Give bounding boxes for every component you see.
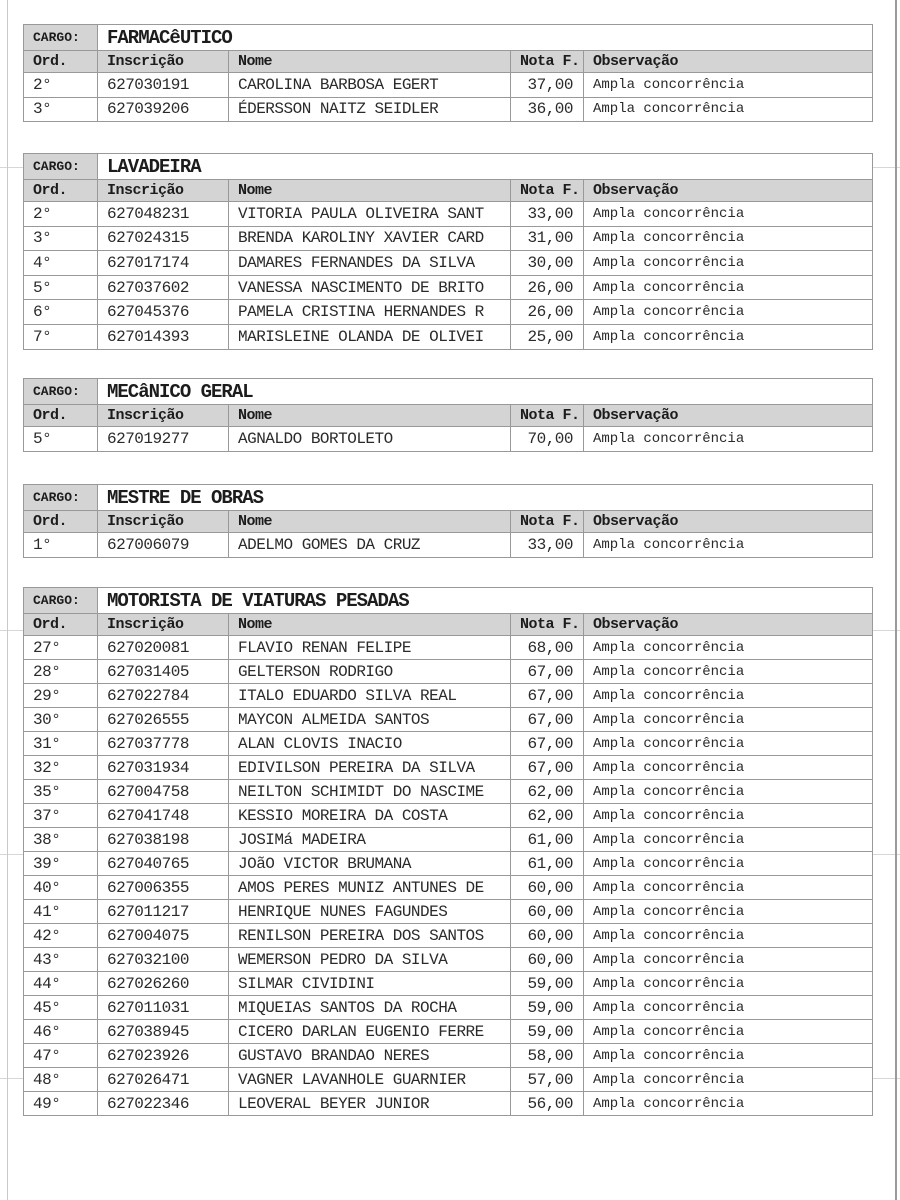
table-row	[24, 972, 873, 996]
cell-ord: 27°	[24, 636, 98, 660]
cell-obs: Ampla concorrência	[584, 1044, 873, 1068]
cell-ord: 48°	[24, 1068, 98, 1092]
cargo-label: CARGO:	[24, 25, 98, 51]
cargo-header-row	[24, 25, 873, 51]
cell-ord: 3°	[24, 226, 98, 251]
cell-obs: Ampla concorrência	[584, 1020, 873, 1044]
cell-nota: 60,00	[511, 900, 584, 924]
cell-nome: WEMERSON PEDRO DA SILVA	[229, 948, 511, 972]
cell-obs: Ampla concorrência	[584, 226, 873, 251]
column-header-row	[24, 405, 873, 427]
cell-inscricao: 627020081	[98, 636, 229, 660]
cargo-title: MOTORISTA DE VIATURAS PESADAS	[98, 588, 873, 614]
cell-ord: 28°	[24, 660, 98, 684]
cell-ord: 3°	[24, 97, 98, 122]
cell-nome: SILMAR CIVIDINI	[229, 972, 511, 996]
cell-ord: 38°	[24, 828, 98, 852]
cell-nome: RENILSON PEREIRA DOS SANTOS	[229, 924, 511, 948]
cell-nome: MARISLEINE OLANDA DE OLIVEI	[229, 324, 511, 349]
cell-nome: LEOVERAL BEYER JUNIOR	[229, 1092, 511, 1116]
cell-obs: Ampla concorrência	[584, 73, 873, 98]
cell-inscricao: 627026260	[98, 972, 229, 996]
cell-obs: Ampla concorrência	[584, 202, 873, 227]
cell-obs: Ampla concorrência	[584, 684, 873, 708]
cell-nome: EDIVILSON PEREIRA DA SILVA	[229, 756, 511, 780]
column-header-row	[24, 511, 873, 533]
table-row	[24, 1044, 873, 1068]
cell-nome: AMOS PERES MUNIZ ANTUNES DE	[229, 876, 511, 900]
cell-obs: Ampla concorrência	[584, 427, 873, 452]
cell-nota: 59,00	[511, 1020, 584, 1044]
cell-nome: GUSTAVO BRANDAO NERES	[229, 1044, 511, 1068]
cell-inscricao: 627031405	[98, 660, 229, 684]
cell-nome: BRENDA KAROLINY XAVIER CARD	[229, 226, 511, 251]
cargo-results-table	[23, 24, 873, 122]
column-header-row	[24, 51, 873, 73]
cell-nota: 62,00	[511, 804, 584, 828]
cell-obs: Ampla concorrência	[584, 636, 873, 660]
cargo-title: LAVADEIRA	[98, 154, 873, 180]
cell-inscricao: 627026471	[98, 1068, 229, 1092]
cell-ord: 7°	[24, 324, 98, 349]
column-header-ord: Ord.	[24, 51, 98, 73]
cell-nota: 60,00	[511, 924, 584, 948]
cell-obs: Ampla concorrência	[584, 924, 873, 948]
cell-nome: MIQUEIAS SANTOS DA ROCHA	[229, 996, 511, 1020]
cell-nota: 57,00	[511, 1068, 584, 1092]
cell-inscricao: 627048231	[98, 202, 229, 227]
cell-nome: ADELMO GOMES DA CRUZ	[229, 533, 511, 558]
column-header-ord: Ord.	[24, 511, 98, 533]
table-row	[24, 300, 873, 325]
cargo-header-row	[24, 485, 873, 511]
cell-obs: Ampla concorrência	[584, 876, 873, 900]
table-row	[24, 533, 873, 558]
cell-inscricao: 627039206	[98, 97, 229, 122]
table-row	[24, 427, 873, 452]
cell-nota: 67,00	[511, 660, 584, 684]
cell-nome: VITORIA PAULA OLIVEIRA SANT	[229, 202, 511, 227]
column-header-nota: Nota F.	[511, 614, 584, 636]
table-row	[24, 708, 873, 732]
column-header-nome: Nome	[229, 51, 511, 73]
cargo-results-table	[23, 587, 873, 1116]
cell-obs: Ampla concorrência	[584, 996, 873, 1020]
cell-nota: 31,00	[511, 226, 584, 251]
cell-nota: 25,00	[511, 324, 584, 349]
column-header-inscricao: Inscrição	[98, 51, 229, 73]
cell-nota: 62,00	[511, 780, 584, 804]
cell-nome: ÉDERSSON NAITZ SEIDLER	[229, 97, 511, 122]
column-header-nota: Nota F.	[511, 405, 584, 427]
table-row	[24, 73, 873, 98]
cell-nota: 36,00	[511, 97, 584, 122]
cell-ord: 29°	[24, 684, 98, 708]
table-row	[24, 924, 873, 948]
cell-ord: 43°	[24, 948, 98, 972]
cell-obs: Ampla concorrência	[584, 708, 873, 732]
column-header-nota: Nota F.	[511, 180, 584, 202]
cell-nota: 37,00	[511, 73, 584, 98]
table-row	[24, 732, 873, 756]
cell-obs: Ampla concorrência	[584, 660, 873, 684]
cell-inscricao: 627038945	[98, 1020, 229, 1044]
table-row	[24, 97, 873, 122]
cell-inscricao: 627004075	[98, 924, 229, 948]
cell-inscricao: 627026555	[98, 708, 229, 732]
cargo-results-table	[23, 153, 873, 350]
column-header-row	[24, 180, 873, 202]
cell-nome: GELTERSON RODRIGO	[229, 660, 511, 684]
cell-ord: 40°	[24, 876, 98, 900]
cargo-results-table	[23, 378, 873, 452]
cell-obs: Ampla concorrência	[584, 275, 873, 300]
cell-nome: CICERO DARLAN EUGENIO FERRE	[229, 1020, 511, 1044]
cell-ord: 5°	[24, 275, 98, 300]
cell-inscricao: 627030191	[98, 73, 229, 98]
table-row	[24, 804, 873, 828]
cell-inscricao: 627011217	[98, 900, 229, 924]
page-edge-line-left	[7, 0, 8, 1200]
cell-ord: 41°	[24, 900, 98, 924]
cell-ord: 5°	[24, 427, 98, 452]
page-edge-line-right	[895, 0, 897, 1200]
cell-obs: Ampla concorrência	[584, 804, 873, 828]
cell-nota: 67,00	[511, 708, 584, 732]
table-row	[24, 636, 873, 660]
table-row	[24, 1068, 873, 1092]
cell-nota: 67,00	[511, 684, 584, 708]
cell-ord: 35°	[24, 780, 98, 804]
table-row	[24, 1092, 873, 1116]
cargo-results-table	[23, 484, 873, 558]
cargo-label: CARGO:	[24, 154, 98, 180]
cell-ord: 39°	[24, 852, 98, 876]
cell-obs: Ampla concorrência	[584, 533, 873, 558]
cell-nome: PAMELA CRISTINA HERNANDES R	[229, 300, 511, 325]
column-header-inscricao: Inscrição	[98, 511, 229, 533]
table-row	[24, 275, 873, 300]
cargo-header-row	[24, 154, 873, 180]
cargo-label: CARGO:	[24, 379, 98, 405]
cell-ord: 1°	[24, 533, 98, 558]
cell-inscricao: 627022346	[98, 1092, 229, 1116]
table-row	[24, 948, 873, 972]
column-header-nota: Nota F.	[511, 51, 584, 73]
column-header-obs: Observação	[584, 511, 873, 533]
cell-obs: Ampla concorrência	[584, 972, 873, 996]
cell-inscricao: 627045376	[98, 300, 229, 325]
cargo-title: MESTRE DE OBRAS	[98, 485, 873, 511]
cell-ord: 6°	[24, 300, 98, 325]
table-row	[24, 202, 873, 227]
cell-inscricao: 627038198	[98, 828, 229, 852]
cell-nota: 33,00	[511, 202, 584, 227]
column-header-nome: Nome	[229, 405, 511, 427]
cell-obs: Ampla concorrência	[584, 251, 873, 276]
cell-nota: 56,00	[511, 1092, 584, 1116]
table-row	[24, 828, 873, 852]
table-row	[24, 996, 873, 1020]
cell-nome: VAGNER LAVANHOLE GUARNIER	[229, 1068, 511, 1092]
table-row	[24, 780, 873, 804]
cell-inscricao: 627023926	[98, 1044, 229, 1068]
column-header-obs: Observação	[584, 51, 873, 73]
column-header-ord: Ord.	[24, 180, 98, 202]
cell-obs: Ampla concorrência	[584, 97, 873, 122]
cell-ord: 32°	[24, 756, 98, 780]
cell-nota: 30,00	[511, 251, 584, 276]
column-header-nome: Nome	[229, 511, 511, 533]
cell-nota: 61,00	[511, 852, 584, 876]
cell-nome: ITALO EDUARDO SILVA REAL	[229, 684, 511, 708]
cell-inscricao: 627041748	[98, 804, 229, 828]
cell-nota: 67,00	[511, 756, 584, 780]
cell-nota: 59,00	[511, 996, 584, 1020]
cell-obs: Ampla concorrência	[584, 1092, 873, 1116]
cell-obs: Ampla concorrência	[584, 828, 873, 852]
column-header-inscricao: Inscrição	[98, 405, 229, 427]
column-header-nota: Nota F.	[511, 511, 584, 533]
cell-nota: 33,00	[511, 533, 584, 558]
table-row	[24, 756, 873, 780]
cell-nome: NEILTON SCHIMIDT DO NASCIME	[229, 780, 511, 804]
cell-nome: DAMARES FERNANDES DA SILVA	[229, 251, 511, 276]
cell-nome: JOSIMá MADEIRA	[229, 828, 511, 852]
cell-inscricao: 627011031	[98, 996, 229, 1020]
table-row	[24, 876, 873, 900]
column-header-inscricao: Inscrição	[98, 614, 229, 636]
cell-ord: 45°	[24, 996, 98, 1020]
cargo-header-row	[24, 379, 873, 405]
cargo-label: CARGO:	[24, 588, 98, 614]
cell-inscricao: 627037778	[98, 732, 229, 756]
cell-inscricao: 627024315	[98, 226, 229, 251]
cell-obs: Ampla concorrência	[584, 852, 873, 876]
cell-ord: 44°	[24, 972, 98, 996]
cell-ord: 31°	[24, 732, 98, 756]
cell-nome: HENRIQUE NUNES FAGUNDES	[229, 900, 511, 924]
column-header-obs: Observação	[584, 614, 873, 636]
cell-nota: 70,00	[511, 427, 584, 452]
cell-inscricao: 627006355	[98, 876, 229, 900]
column-header-obs: Observação	[584, 405, 873, 427]
cell-inscricao: 627006079	[98, 533, 229, 558]
cell-ord: 42°	[24, 924, 98, 948]
cargo-title: FARMACêUTICO	[98, 25, 873, 51]
table-row	[24, 684, 873, 708]
cell-obs: Ampla concorrência	[584, 1068, 873, 1092]
table-row	[24, 251, 873, 276]
column-header-row	[24, 614, 873, 636]
cell-inscricao: 627032100	[98, 948, 229, 972]
cell-nome: ALAN CLOVIS INACIO	[229, 732, 511, 756]
cell-obs: Ampla concorrência	[584, 900, 873, 924]
cargo-title: MECâNICO GERAL	[98, 379, 873, 405]
cell-obs: Ampla concorrência	[584, 780, 873, 804]
cell-nome: AGNALDO BORTOLETO	[229, 427, 511, 452]
column-header-ord: Ord.	[24, 614, 98, 636]
cell-nota: 68,00	[511, 636, 584, 660]
cell-nome: JOãO VICTOR BRUMANA	[229, 852, 511, 876]
cell-inscricao: 627014393	[98, 324, 229, 349]
cell-nome: MAYCON ALMEIDA SANTOS	[229, 708, 511, 732]
cell-ord: 2°	[24, 202, 98, 227]
cell-nota: 61,00	[511, 828, 584, 852]
column-header-obs: Observação	[584, 180, 873, 202]
cell-ord: 30°	[24, 708, 98, 732]
cell-nota: 26,00	[511, 300, 584, 325]
cell-nota: 67,00	[511, 732, 584, 756]
table-row	[24, 660, 873, 684]
column-header-ord: Ord.	[24, 405, 98, 427]
table-row	[24, 900, 873, 924]
cell-obs: Ampla concorrência	[584, 948, 873, 972]
table-row	[24, 1020, 873, 1044]
cell-ord: 49°	[24, 1092, 98, 1116]
cell-inscricao: 627004758	[98, 780, 229, 804]
cargo-label: CARGO:	[24, 485, 98, 511]
cell-ord: 37°	[24, 804, 98, 828]
cell-inscricao: 627017174	[98, 251, 229, 276]
column-header-nome: Nome	[229, 614, 511, 636]
cell-obs: Ampla concorrência	[584, 732, 873, 756]
column-header-inscricao: Inscrição	[98, 180, 229, 202]
cell-nota: 26,00	[511, 275, 584, 300]
cell-inscricao: 627031934	[98, 756, 229, 780]
cell-obs: Ampla concorrência	[584, 756, 873, 780]
cell-ord: 4°	[24, 251, 98, 276]
cell-inscricao: 627019277	[98, 427, 229, 452]
cargo-header-row	[24, 588, 873, 614]
cell-obs: Ampla concorrência	[584, 300, 873, 325]
table-row	[24, 852, 873, 876]
cell-obs: Ampla concorrência	[584, 324, 873, 349]
cell-ord: 2°	[24, 73, 98, 98]
cell-ord: 46°	[24, 1020, 98, 1044]
cell-nome: CAROLINA BARBOSA EGERT	[229, 73, 511, 98]
column-header-nome: Nome	[229, 180, 511, 202]
cell-inscricao: 627022784	[98, 684, 229, 708]
cell-nome: VANESSA NASCIMENTO DE BRITO	[229, 275, 511, 300]
table-row	[24, 226, 873, 251]
table-row	[24, 324, 873, 349]
cell-nota: 59,00	[511, 972, 584, 996]
cell-nota: 60,00	[511, 876, 584, 900]
cell-nome: KESSIO MOREIRA DA COSTA	[229, 804, 511, 828]
cell-nota: 60,00	[511, 948, 584, 972]
cell-inscricao: 627040765	[98, 852, 229, 876]
cell-ord: 47°	[24, 1044, 98, 1068]
cell-nome: FLAVIO RENAN FELIPE	[229, 636, 511, 660]
cell-inscricao: 627037602	[98, 275, 229, 300]
cell-nota: 58,00	[511, 1044, 584, 1068]
